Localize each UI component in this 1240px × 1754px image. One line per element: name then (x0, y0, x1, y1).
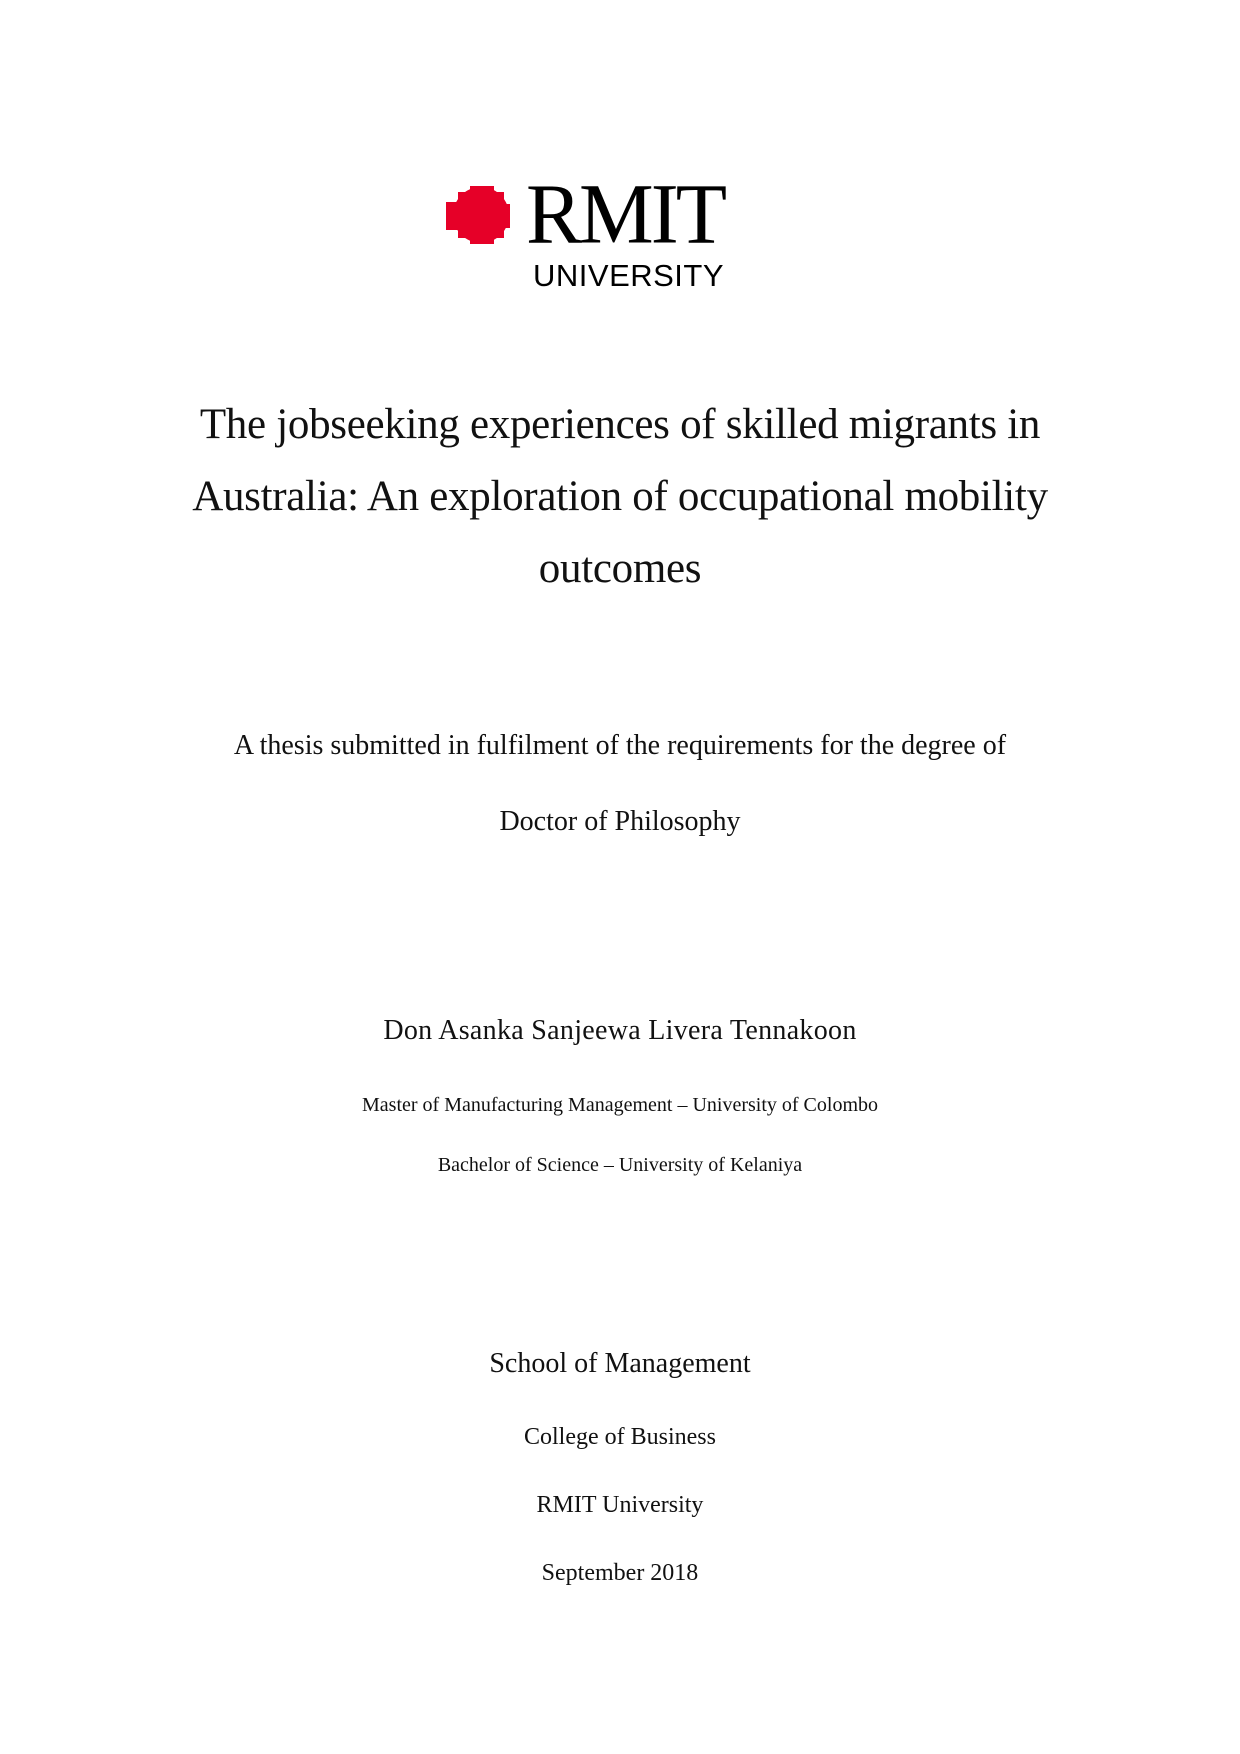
logo-subtext: UNIVERSITY (533, 258, 725, 293)
thesis-title-line-2: Australia: An exploration of occupational mobility (192, 473, 1048, 520)
qualification-bachelors: Bachelor of Science – University of Kelaniya (437, 1154, 803, 1176)
logo-wordmark: RMIT (526, 166, 724, 262)
degree-name: Doctor of Philosophy (499, 806, 741, 837)
school-name: School of Management (489, 1348, 751, 1379)
thesis-title-line-1: The jobseeking experiences of skilled migrants in (199, 401, 1041, 448)
rmit-pixel-mark-icon (446, 180, 516, 250)
university-name: RMIT University (536, 1492, 704, 1518)
submission-date: September 2018 (541, 1560, 699, 1586)
college-name: College of Business (524, 1424, 716, 1450)
rmit-logo (446, 166, 736, 293)
submission-statement: A thesis submitted in fulfilment of the requirements for the degree of (233, 730, 1007, 761)
author-name: Don Asanka Sanjeewa Livera Tennakoon (383, 1015, 857, 1046)
thesis-title-line-3: outcomes (538, 545, 702, 592)
qualification-masters: Master of Manufacturing Management – University of Colombo (362, 1094, 878, 1116)
